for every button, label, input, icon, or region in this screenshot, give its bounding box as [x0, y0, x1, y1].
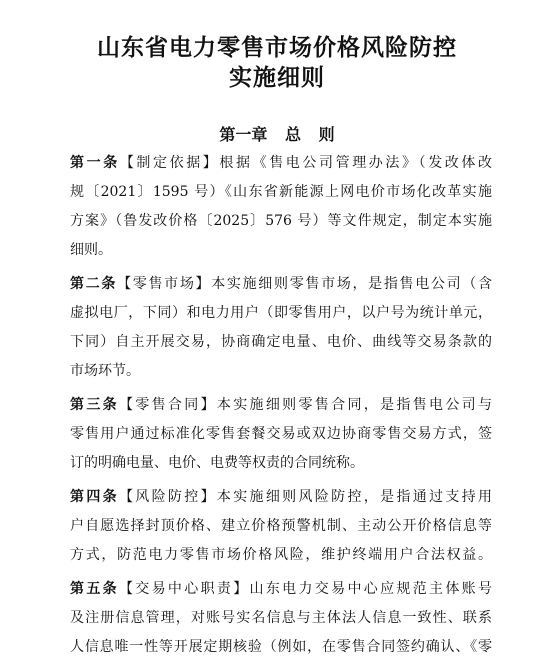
article-4-line-1 [70, 483, 492, 512]
article-4-line-3: 方式，防范电力零售市场价格风险，维护终端用户合法权益。 [70, 546, 492, 563]
article-4-line-2: 户自愿选择封顶价格、建立价格预警机制、主动公开价格信息等 [70, 517, 492, 534]
article-text: 【零售合同】本实施细则零售合同，是指售电公司与 [118, 396, 493, 413]
article-3-line-1 [70, 391, 492, 420]
article-3 [70, 391, 492, 478]
article-number: 第五条 [70, 580, 119, 597]
article-2-line-3: 下同）自主开展交易，协商确定电量、电价、曲线等交易条款的 [70, 333, 492, 350]
article-5-line-2: 及注册信息管理，对账号实名信息与主体法人信息一致性、联系 [70, 609, 492, 626]
document-title-line-1: 山东省电力零售市场价格风险防控 [97, 34, 457, 61]
document-title-line-2: 实施细则 [229, 64, 325, 91]
article-1 [70, 149, 492, 265]
article-3-line-2: 零售用户通过标准化零售套餐交易或双边协商零售交易方式，签 [70, 425, 492, 442]
article-1-line-4: 细则。 [70, 241, 112, 258]
article-text: 【零售市场】本实施细则零售市场，是指售电公司（含 [117, 275, 492, 292]
article-2-line-1 [70, 270, 492, 299]
article-5 [70, 575, 492, 662]
article-1-line-2: 规〔2021〕1595 号）《山东省新能源上网电价市场化改革实施 [70, 183, 492, 200]
article-2 [70, 270, 492, 386]
article-2-line-4: 市场环节。 [70, 362, 140, 379]
article-5-line-3: 人信息唯一性等开展定期核验（例如，在零售合同签约确认、《零 [70, 638, 492, 655]
article-number: 第三条 [70, 396, 119, 413]
article-1-line-1 [70, 149, 492, 178]
article-1-line-3: 方案》（鲁发改价格〔2025〕576 号）等文件规定，制定本实施 [70, 212, 492, 229]
article-2-line-2: 虚拟电厂，下同）和电力用户（即零售用户，以户号为统计单元， [70, 304, 492, 321]
article-text: 【制定依据】根据《售电公司管理办法》（发改体改 [119, 154, 493, 171]
article-text: 【风险防控】本实施细则风险防控，是指通过支持用 [118, 488, 493, 505]
article-number: 第二条 [70, 275, 118, 292]
article-5-line-1 [70, 575, 492, 604]
document-body [70, 149, 492, 662]
article-3-line-3: 订的明确电量、电价、电费等权责的合同统称。 [70, 454, 364, 471]
chapter-heading: 第一章 总 则 [219, 125, 335, 144]
article-text: 【交易中心职责】山东电力交易中心应规范主体账号 [118, 580, 493, 597]
article-number: 第一条 [70, 154, 120, 171]
article-4 [70, 483, 492, 570]
article-number: 第四条 [70, 488, 119, 505]
